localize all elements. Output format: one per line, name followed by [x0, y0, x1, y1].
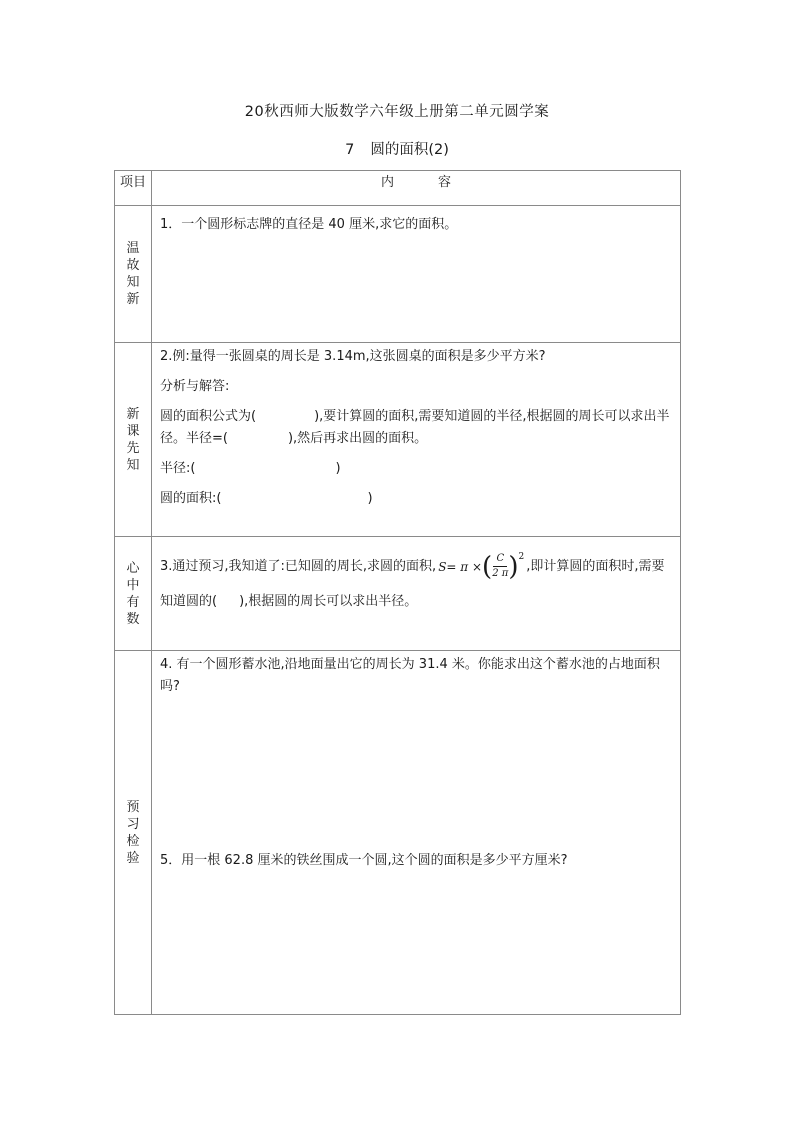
row-label-cell [115, 206, 152, 343]
radius-line: 半径:( ) [160, 461, 341, 476]
row-content-cell [152, 651, 681, 1015]
table-header-row [115, 171, 681, 206]
section-number: 7 [345, 142, 355, 158]
row-content-cell [152, 206, 681, 343]
summary-line-2: 知道圆的( ),根据圆的周长可以求出半径。 [160, 594, 418, 609]
analysis-text: 圆的面积公式为( ),要计算圆的面积,需要知道圆的半径,根据圆的周长可以求出半径。半径=( ),然后再求出圆的面积。 [160, 409, 670, 446]
header-content [152, 171, 681, 206]
row-label-new-lesson: 新课先知 [126, 406, 140, 473]
area-line: 圆的面积:( ) [160, 491, 373, 506]
row-content-cell [152, 537, 681, 651]
row-content-cell [152, 343, 681, 537]
analysis-heading: 分析与解答: [160, 379, 230, 394]
header-content-char-1: 内 [380, 175, 394, 190]
document-title: 20秋西师大版数学六年级上册第二单元圆学案 [244, 104, 550, 120]
table-row [115, 206, 681, 343]
header-item: 项目 [115, 171, 152, 206]
row-label-cell [115, 343, 152, 537]
section-title: 圆的面积(2) [370, 142, 449, 158]
question-4: 4. 有一个圆形蓄水池,沿地面量出它的周长为 31.4 米。你能求出这个蓄水池的占地面积吗? [160, 657, 660, 694]
row-label-cell [115, 651, 152, 1015]
row-label-summary: 心中有数 [126, 560, 140, 627]
area-formula: S= π × ( $\frac{C}{2 \pi}$ ) 2 [438, 551, 525, 582]
table-row [115, 651, 681, 1015]
worksheet-table [114, 170, 681, 1015]
example-question: 2.例:量得一张圆桌的周长是 3.14m,这张圆桌的面积是多少平方米? [160, 349, 546, 364]
table-row [115, 537, 681, 651]
row-label-cell [115, 537, 152, 651]
row-label-review: 温故知新 [126, 241, 140, 307]
question-1: 1．一个圆形标志牌的直径是 40 厘米,求它的面积。 [160, 217, 458, 232]
table-row [115, 343, 681, 537]
header-content-char-2: 容 [438, 175, 452, 190]
row-label-practice: 预习检验 [126, 799, 140, 866]
question-5: 5．用一根 62.8 厘米的铁丝围成一个圆,这个圆的面积是多少平方厘米? [160, 853, 568, 868]
section-heading [0, 138, 794, 159]
summary-line: 3.通过预习,我知道了:已知圆的周长,求圆的面积, S= π × ( $\frac{C}{2 \pi}$ ) 2 ,即计算圆的面积时,需要 [160, 551, 665, 582]
